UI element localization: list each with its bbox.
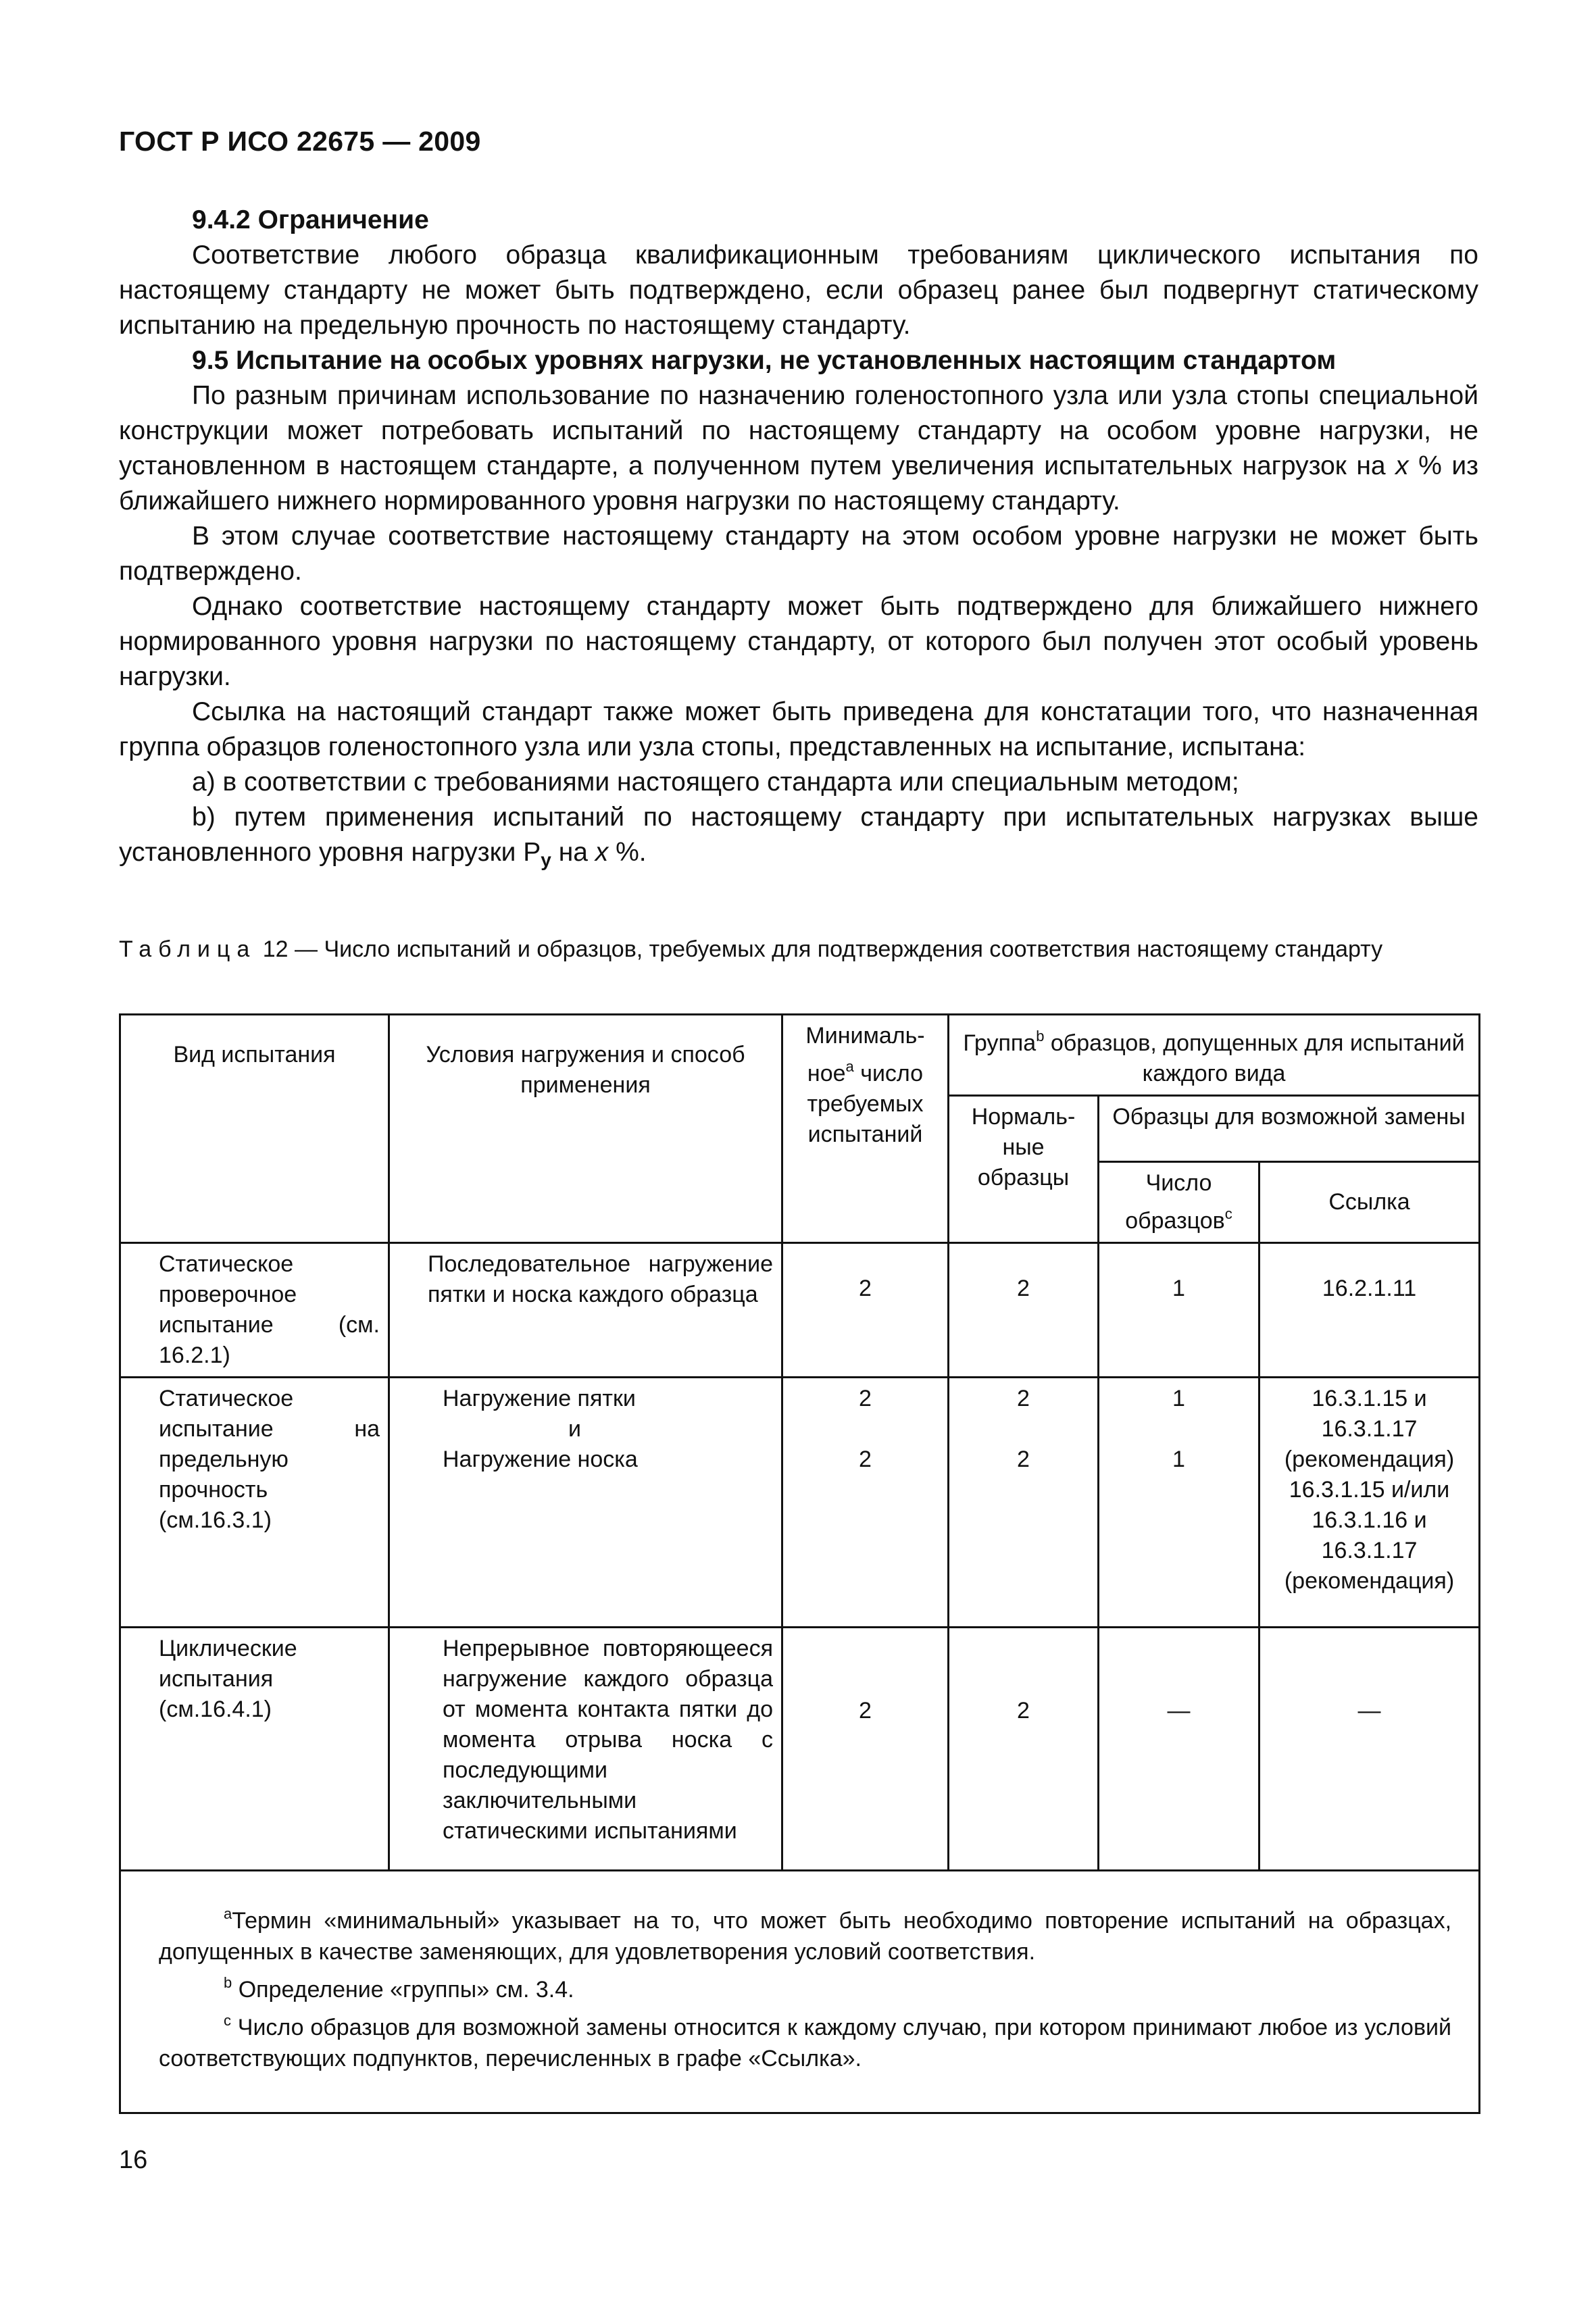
note-c [159, 2005, 1451, 2074]
header-min-post: число требуемых испытаний [807, 1061, 924, 1147]
row1-conditions: Последовательное нагружение пятки и носка каждого образца [389, 1243, 782, 1378]
table-row [120, 1243, 1480, 1378]
sup-c: c [1224, 1205, 1232, 1222]
page-number: 16 [119, 2146, 148, 2174]
table-notes-row [120, 1871, 1480, 2113]
item-b-end: %. [608, 838, 647, 867]
header-min-pre: Минималь-ное [805, 1023, 925, 1086]
row2-count-gap [1107, 1414, 1250, 1444]
table-row [120, 1378, 1480, 1628]
row1-type: Статическое проверочное испытание (см. 16.2.1) [120, 1243, 389, 1378]
paragraph-1-start: По разным причинам использование по назначению голеностопного узла или узла стопы специальной конструкции может потребовать испытаний по настоящему стандарту на особом уровне нагрузки, не установленном в настоящем стандарте, а полученном путем увеличения испытательных нагрузок на [119, 381, 1478, 480]
note-c-text: Число образцов для возможной замены относится к каждому случаю, при котором принимают любое из условий соответствующих подпунктов, перечисленных в графе «Ссылка». [159, 2015, 1452, 2071]
row2-ref: 16.3.1.15 и 16.3.1.17 (рекомендация) 16.3.1.15 и/или 16.3.1.16 и 16.3.1.17 (рекомендация) [1260, 1378, 1480, 1628]
row2-cond-and: и [568, 1416, 581, 1442]
row1-ref: 16.2.1.11 [1260, 1243, 1480, 1378]
row2-min-2: 2 [859, 1447, 872, 1472]
section-942-title: 9.4.2 Ограничение [192, 205, 429, 234]
variable-x: x [1395, 451, 1409, 480]
note-b-mark: b [224, 1974, 232, 1991]
row3-min: 2 [782, 1628, 949, 1871]
row2-count [1099, 1378, 1260, 1628]
header-replacement: Образцы для возможной замены [1099, 1096, 1480, 1162]
section-942-text: Соответствие любого образца квалификационным требованиям циклического испытания по настоящему стандарту не может быть подтверждено, если образец ранее был подвергнут статическому испытанию на предельную прочность по настоящему стандарту. [119, 241, 1478, 340]
note-a-mark: a [224, 1905, 232, 1922]
row2-cond-heel: Нагружение пятки [443, 1386, 636, 1411]
note-c-mark: c [224, 2012, 231, 2029]
header-group [949, 1015, 1480, 1096]
table-caption-word: Таблица [119, 936, 257, 962]
note-a-text: Термин «минимальный» указывает на то, что может быть необходимо повторение испытаний на образцах, допущенных в качестве заменяющих, для удовлетворения условий соответствия. [159, 1908, 1452, 1965]
item-b-start: b) путем применения испытаний по настоящему стандарту при испытательных нагрузках выше установленного уровня нагрузки P [119, 803, 1478, 867]
row2-normal [949, 1378, 1099, 1628]
header-count [1099, 1162, 1260, 1243]
row2-min [782, 1378, 949, 1628]
requirements-table [119, 1013, 1480, 2114]
list-item-b [119, 800, 1478, 878]
table-row [120, 1628, 1480, 1871]
row3-ref: — [1260, 1628, 1480, 1871]
row2-cond-toe: Нагружение носка [443, 1447, 638, 1472]
sup-b: b [1036, 1028, 1045, 1045]
header-count-text: Число образцов [1125, 1170, 1225, 1234]
section-95-paragraph-3: Однако соответствие настоящему стандарту может быть подтверждено для ближайшего нижнего нормированного уровня нагрузки по настоящему стандарту, от которого был получен этот особый уровень нагрузки. [119, 592, 1478, 691]
section-95-paragraph-2: В этом случае соответствие настоящему стандарту на этом особом уровне нагрузки не может быть подтверждено. [119, 522, 1478, 586]
table-caption-text: 12 — Число испытаний и образцов, требуемых для подтверждения соответствия настоящему стандарту [256, 936, 1383, 962]
row2-normal-2: 2 [1017, 1447, 1030, 1472]
variable-x-b: x [595, 838, 609, 867]
row2-conditions [389, 1378, 782, 1628]
row2-min-gap [791, 1414, 939, 1444]
table-notes [120, 1871, 1480, 2113]
header-reference: Ссылка [1260, 1162, 1480, 1243]
row3-conditions: Непрерывное повторяющееся нагружение каждого образца от момента контакта пятки до момента отрыва носка с последующими заключительными статическими испытаниями [389, 1628, 782, 1871]
note-b-text: Определение «группы» см. 3.4. [232, 1977, 574, 2003]
row2-normal-gap [957, 1414, 1089, 1444]
section-95-paragraph-1 [119, 378, 1478, 519]
header-group-pre: Группа [963, 1030, 1037, 1056]
row3-normal: 2 [949, 1628, 1099, 1871]
item-b-mid: на [551, 838, 595, 867]
note-a [159, 1898, 1451, 1967]
row3-type: Циклические испытания (см.16.4.1) [120, 1628, 389, 1871]
body-text [119, 203, 1478, 878]
paragraph-1-end: % из ближайшего нижнего нормированного уровня нагрузки по настоящему стандарту. [119, 451, 1479, 515]
row1-min: 2 [782, 1243, 949, 1378]
header-normal-samples: Нормаль-ные образцы [949, 1096, 1099, 1243]
row2-type: Статическое испытание на предельную прочность (см.16.3.1) [120, 1378, 389, 1628]
header-conditions: Условия нагружения и способ применения [389, 1015, 782, 1243]
row1-count: 1 [1099, 1243, 1260, 1378]
row2-count-1: 1 [1172, 1386, 1185, 1411]
row2-normal-1: 2 [1017, 1386, 1030, 1411]
section-95-paragraph-4: Ссылка на настоящий стандарт также может быть приведена для констатации того, что назначенная группа образцов голеностопного узла или узла стопы, представленных на испытание, испытана: [119, 697, 1478, 761]
row3-count: — [1099, 1628, 1260, 1871]
header-min-tests [782, 1015, 949, 1243]
sup-a: a [845, 1058, 854, 1075]
row2-min-1: 2 [859, 1386, 872, 1411]
list-item-a: а) в соответствии с требованиями настоящего стандарта или специальным методом; [192, 768, 1239, 797]
header-test-type: Вид испытания [120, 1015, 389, 1243]
header-group-post: образцов, допущенных для испытаний каждого вида [1044, 1030, 1465, 1086]
row1-normal: 2 [949, 1243, 1099, 1378]
note-b [159, 1967, 1451, 2005]
row2-count-2: 1 [1172, 1447, 1185, 1472]
table-caption [119, 934, 1478, 965]
section-95-title: 9.5 Испытание на особых уровнях нагрузки, не установленных настоящим стандартом [192, 346, 1337, 375]
subscript-y: y [541, 849, 551, 870]
document-header: ГОСТ Р ИСО 22675 — 2009 [119, 126, 481, 157]
